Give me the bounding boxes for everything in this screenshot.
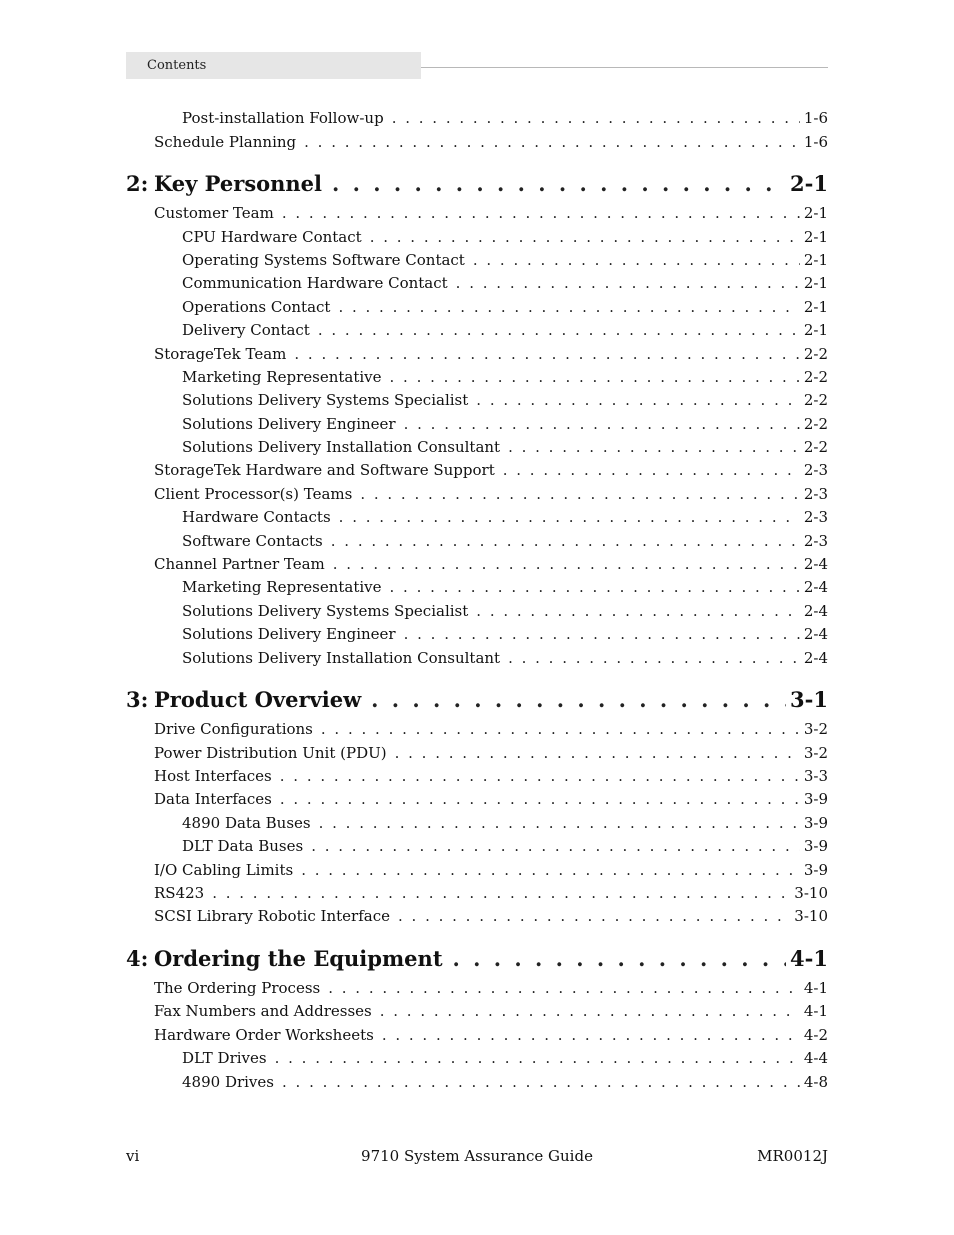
toc-entry-page: 2-1 (803, 274, 828, 292)
toc-entry-title: RS423 (154, 884, 205, 902)
toc-entry-page: 1-6 (803, 109, 828, 127)
toc-entry-page: 2-1 (790, 171, 828, 196)
toc-entry[interactable] (182, 836, 828, 856)
dot-leader (339, 507, 800, 527)
dot-leader (328, 978, 800, 998)
toc-entry-page: 2-3 (803, 508, 828, 526)
toc-entry-page: 4-1 (803, 979, 828, 997)
toc-entry-page: 2-2 (803, 391, 828, 409)
dot-leader (456, 273, 800, 293)
footer-document-code: MR0012J (757, 1147, 828, 1165)
toc-entry[interactable] (154, 1025, 828, 1045)
toc-entry-title: DLT Drives (182, 1049, 267, 1067)
toc-entry-page: 3-9 (803, 814, 828, 832)
dot-leader (380, 1001, 800, 1021)
dot-leader (404, 414, 800, 434)
toc-entry-title: Solutions Delivery Systems Specialist (182, 391, 469, 409)
toc-entry-title: 4890 Drives (182, 1073, 274, 1091)
dot-leader (370, 227, 800, 247)
toc-entry[interactable] (182, 367, 828, 387)
footer-document-title: 9710 System Assurance Guide (361, 1147, 593, 1165)
toc-entry-title: Solutions Delivery Systems Specialist (182, 602, 469, 620)
toc-entry[interactable] (154, 460, 828, 480)
toc-entry-title: Hardware Order Worksheets (154, 1026, 374, 1044)
toc-entry-page: 2-2 (803, 438, 828, 456)
toc-entry-title: Solutions Delivery Engineer (182, 415, 396, 433)
toc-entry-page: 2-4 (803, 602, 828, 620)
toc-chapter-entry[interactable] (126, 687, 828, 713)
toc-entry-page: 2-3 (803, 461, 828, 479)
toc-entry-page: 2-1 (803, 204, 828, 222)
toc-entry-title: StorageTek Hardware and Software Support (154, 461, 495, 479)
toc-entry[interactable] (154, 344, 828, 364)
toc-entry-page: 4-8 (803, 1073, 828, 1091)
header-section-label: Contents (147, 58, 207, 73)
toc-entry[interactable] (154, 743, 828, 763)
toc-entry-page: 4-2 (803, 1026, 828, 1044)
toc-entry-title: 4890 Data Buses (182, 814, 311, 832)
dot-leader (395, 743, 800, 763)
toc-entry[interactable] (182, 437, 828, 457)
toc-entry-title: Operations Contact (182, 298, 331, 316)
toc-entry-title: SCSI Library Robotic Interface (154, 907, 390, 925)
dot-leader (371, 687, 786, 713)
dot-leader (280, 789, 800, 809)
dot-leader (318, 320, 800, 340)
toc-entry-title: Operating Systems Software Contact (182, 251, 465, 269)
toc-entry-title: CPU Hardware Contact (182, 228, 362, 246)
toc-entry-title: Fax Numbers and Addresses (154, 1002, 372, 1020)
toc-entry[interactable] (154, 1001, 828, 1021)
toc-entry[interactable] (154, 789, 828, 809)
toc-entry-page: 2-2 (803, 415, 828, 433)
toc-entry-page: 3-2 (803, 720, 828, 738)
toc-entry[interactable] (154, 906, 828, 926)
toc-entry-page: 3-9 (803, 790, 828, 808)
toc-entry[interactable] (154, 554, 828, 574)
toc-entry[interactable] (154, 132, 828, 152)
toc-entry-title: Hardware Contacts (182, 508, 331, 526)
toc-entry[interactable] (182, 273, 828, 293)
running-header (126, 52, 421, 79)
dot-leader (338, 297, 799, 317)
toc-entry-title: The Ordering Process (154, 979, 321, 997)
toc-entry[interactable] (182, 813, 828, 833)
toc-entry[interactable] (182, 414, 828, 434)
dot-leader (508, 437, 800, 457)
toc-entry-page: 2-4 (803, 578, 828, 596)
dot-leader (280, 766, 800, 786)
page-footer (126, 1146, 828, 1166)
toc-entry-title: I/O Cabling Limits (154, 861, 294, 879)
toc-entry-page: 2-1 (803, 321, 828, 339)
toc-entry-page: 1-6 (803, 133, 828, 151)
toc-entry[interactable] (182, 507, 828, 527)
toc-entry-page: 2-1 (803, 228, 828, 246)
toc-entry[interactable] (154, 883, 828, 903)
toc-entry-title: Customer Team (154, 204, 274, 222)
toc-entry[interactable] (182, 1048, 828, 1068)
footer-page-number: vi (126, 1147, 140, 1165)
dot-leader (319, 813, 800, 833)
toc-entry[interactable] (154, 203, 828, 223)
toc-chapter-number: 2: (126, 171, 149, 196)
dot-leader (503, 460, 800, 480)
toc-chapter-entry[interactable] (126, 946, 828, 972)
toc-entry-title: Communication Hardware Contact (182, 274, 448, 292)
toc-entry-title: Power Distribution Unit (PDU) (154, 744, 387, 762)
toc-entry[interactable] (182, 1072, 828, 1092)
toc-entry[interactable] (182, 227, 828, 247)
toc-entry-title: Key Personnel (154, 171, 323, 196)
toc-entry[interactable] (182, 250, 828, 270)
dot-leader (275, 1048, 800, 1068)
dot-leader (404, 624, 800, 644)
toc-entry-page: 2-1 (803, 298, 828, 316)
toc-entry-page: 2-3 (803, 485, 828, 503)
dot-leader (392, 108, 800, 128)
toc-entry-page: 2-4 (803, 649, 828, 667)
toc-entry-page: 3-1 (790, 687, 828, 712)
dot-leader (294, 344, 799, 364)
toc-entry-title: Solutions Delivery Installation Consultant (182, 649, 501, 667)
dot-leader (398, 906, 790, 926)
dot-leader (321, 719, 800, 739)
toc-entry[interactable] (154, 860, 828, 880)
toc-entry-page: 2-4 (803, 625, 828, 643)
toc-entry-page: 3-9 (803, 861, 828, 879)
toc-entry[interactable] (154, 978, 828, 998)
toc-entry-title: Solutions Delivery Installation Consultant (182, 438, 501, 456)
toc-entry[interactable] (154, 719, 828, 739)
toc-entry-page: 3-10 (794, 884, 828, 902)
toc-entry-page: 2-1 (803, 251, 828, 269)
toc-entry-title: Marketing Representative (182, 368, 382, 386)
dot-leader (333, 554, 800, 574)
toc-entry[interactable] (182, 108, 828, 128)
toc-entry[interactable] (182, 297, 828, 317)
toc-entry-page: 4-4 (803, 1049, 828, 1067)
toc-chapter-entry[interactable] (126, 171, 828, 197)
toc-entry-page: 4-1 (803, 1002, 828, 1020)
toc-entry[interactable] (182, 320, 828, 340)
dot-leader (360, 484, 800, 504)
toc-entry-page: 2-4 (803, 555, 828, 573)
dot-leader (301, 860, 800, 880)
dot-leader (212, 883, 790, 903)
toc-entry-page: 2-3 (803, 532, 828, 550)
dot-leader (331, 531, 800, 551)
dot-leader (473, 250, 800, 270)
toc-entry-page: 3-2 (803, 744, 828, 762)
dot-leader (304, 132, 800, 152)
toc-entry-page: 2-2 (803, 368, 828, 386)
dot-leader (282, 1072, 800, 1092)
toc-entry-page: 3-9 (803, 837, 828, 855)
dot-leader (332, 171, 786, 197)
dot-leader (476, 390, 800, 410)
dot-leader (382, 1025, 800, 1045)
toc-entry-title: Client Processor(s) Teams (154, 485, 353, 503)
toc-entry-title: Post-installation Follow-up (182, 109, 384, 127)
toc-entry[interactable] (154, 766, 828, 786)
toc-entry-title: Channel Partner Team (154, 555, 325, 573)
toc-entry-title: Delivery Contact (182, 321, 310, 339)
toc-chapter-number: 3: (126, 687, 149, 712)
toc-entry-page: 2-2 (803, 345, 828, 363)
toc-entry-page: 4-1 (790, 946, 828, 971)
dot-leader (390, 367, 800, 387)
header-rule (421, 67, 828, 68)
toc-chapter-number: 4: (126, 946, 149, 971)
toc-entry-title: Marketing Representative (182, 578, 382, 596)
toc-entry-title: Solutions Delivery Engineer (182, 625, 396, 643)
toc-entry-title: DLT Data Buses (182, 837, 304, 855)
dot-leader (282, 203, 800, 223)
toc-entry-title: Ordering the Equipment (154, 946, 443, 971)
toc-entry-page: 3-3 (803, 767, 828, 785)
toc-entry-title: Software Contacts (182, 532, 323, 550)
toc-entry-title: Data Interfaces (154, 790, 272, 808)
dot-leader (508, 648, 800, 668)
dot-leader (476, 601, 800, 621)
toc-entry-title: Drive Configurations (154, 720, 313, 738)
toc-entry[interactable] (182, 390, 828, 410)
dot-leader (390, 577, 800, 597)
toc-entry-title: Host Interfaces (154, 767, 272, 785)
toc-entry-title: Product Overview (154, 687, 362, 712)
toc-entry-title: StorageTek Team (154, 345, 287, 363)
dot-leader (311, 836, 800, 856)
toc-entry[interactable] (182, 577, 828, 597)
toc-entry[interactable] (182, 531, 828, 551)
toc-entry[interactable] (154, 484, 828, 504)
toc-entry[interactable] (182, 601, 828, 621)
toc-entry-title: Schedule Planning (154, 133, 297, 151)
dot-leader (453, 946, 787, 972)
toc-entry-page: 3-10 (794, 907, 828, 925)
toc-entry[interactable] (182, 624, 828, 644)
toc-entry[interactable] (182, 648, 828, 668)
